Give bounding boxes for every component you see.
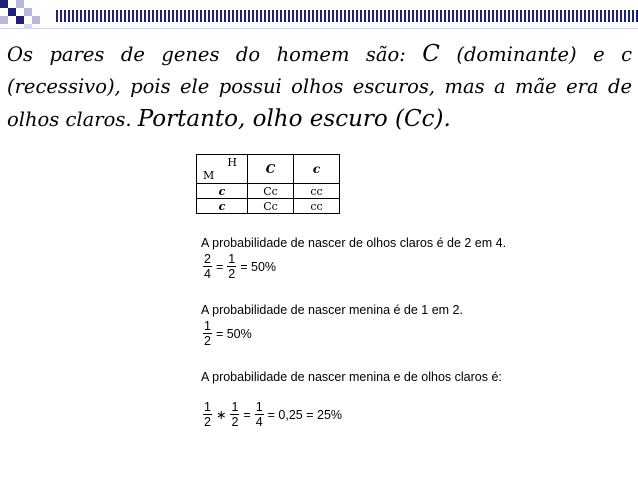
numerator: 2 [204,252,211,266]
probability-statement: A probabilidade de nascer menina é de 1 em 2. [201,303,463,317]
numerator: 1 [231,400,239,414]
fraction [203,400,212,429]
fraction-equation [201,319,463,348]
fraction [227,252,236,281]
numerator: 1 [204,400,211,414]
multiply-sign: ∗ [215,408,227,422]
fraction [203,319,212,348]
row-header: c [197,184,248,199]
probability-statement: A probabilidade de nascer menina e de olhos claros é: [201,370,502,384]
denominator: 4 [255,415,263,429]
column-header: C [248,155,294,184]
numerator: 1 [228,252,236,266]
numerator: 1 [255,400,263,414]
paragraph-text-1: Os pares de genes do homem são: [7,43,423,66]
table-cell: Cc [248,184,294,199]
header-divider [0,28,638,29]
fraction [255,400,264,429]
denominator: 4 [204,267,211,281]
row-header: c [197,199,248,214]
fraction [230,400,239,429]
punnett-square-table [196,154,340,214]
table-header-row [197,155,340,184]
fraction-equation [201,252,506,281]
probability-statement: A probabilidade de nascer de olhos claros é de 2 em 4. [201,236,507,250]
gene-recessive: c [621,43,632,66]
equals-sign: = [243,407,251,422]
equation-result: = 0,25 = 25% [267,407,343,422]
table-cell: cc [294,184,340,199]
numerator: 1 [204,319,211,333]
probability-girl-light-eyes-block [201,370,502,429]
corner-label-father: H [227,156,237,169]
header-checker-logo [0,0,56,30]
fraction [203,252,212,281]
denominator: 2 [204,334,211,348]
paragraph-text-3: (recessivo), pois ele possui olhos escuros, mas a mãe era de olhos claros. [7,75,632,131]
probability-girl-block [201,303,463,348]
equals-sign: = [215,259,224,274]
equation-result: = 50% [215,326,252,341]
header-striped-bar [56,10,638,22]
paragraph-text-2: (dominante) e [439,43,622,66]
fraction-equation [201,400,502,429]
gene-dominant: C [422,41,440,67]
table-row [197,199,340,214]
explanation-paragraph [7,38,632,136]
equation-result: = 50% [240,259,277,274]
probability-light-eyes-block [201,236,506,281]
table-cell: cc [294,199,340,214]
denominator: 2 [204,415,211,429]
table-row [197,184,340,199]
corner-label-mother: M [203,169,215,182]
table-cell: Cc [248,199,294,214]
paragraph-conclusion: Portanto, olho escuro (Cc). [137,106,451,132]
denominator: 2 [228,267,236,281]
table-corner-cell [197,155,248,184]
column-header: c [294,155,340,184]
denominator: 2 [231,415,239,429]
